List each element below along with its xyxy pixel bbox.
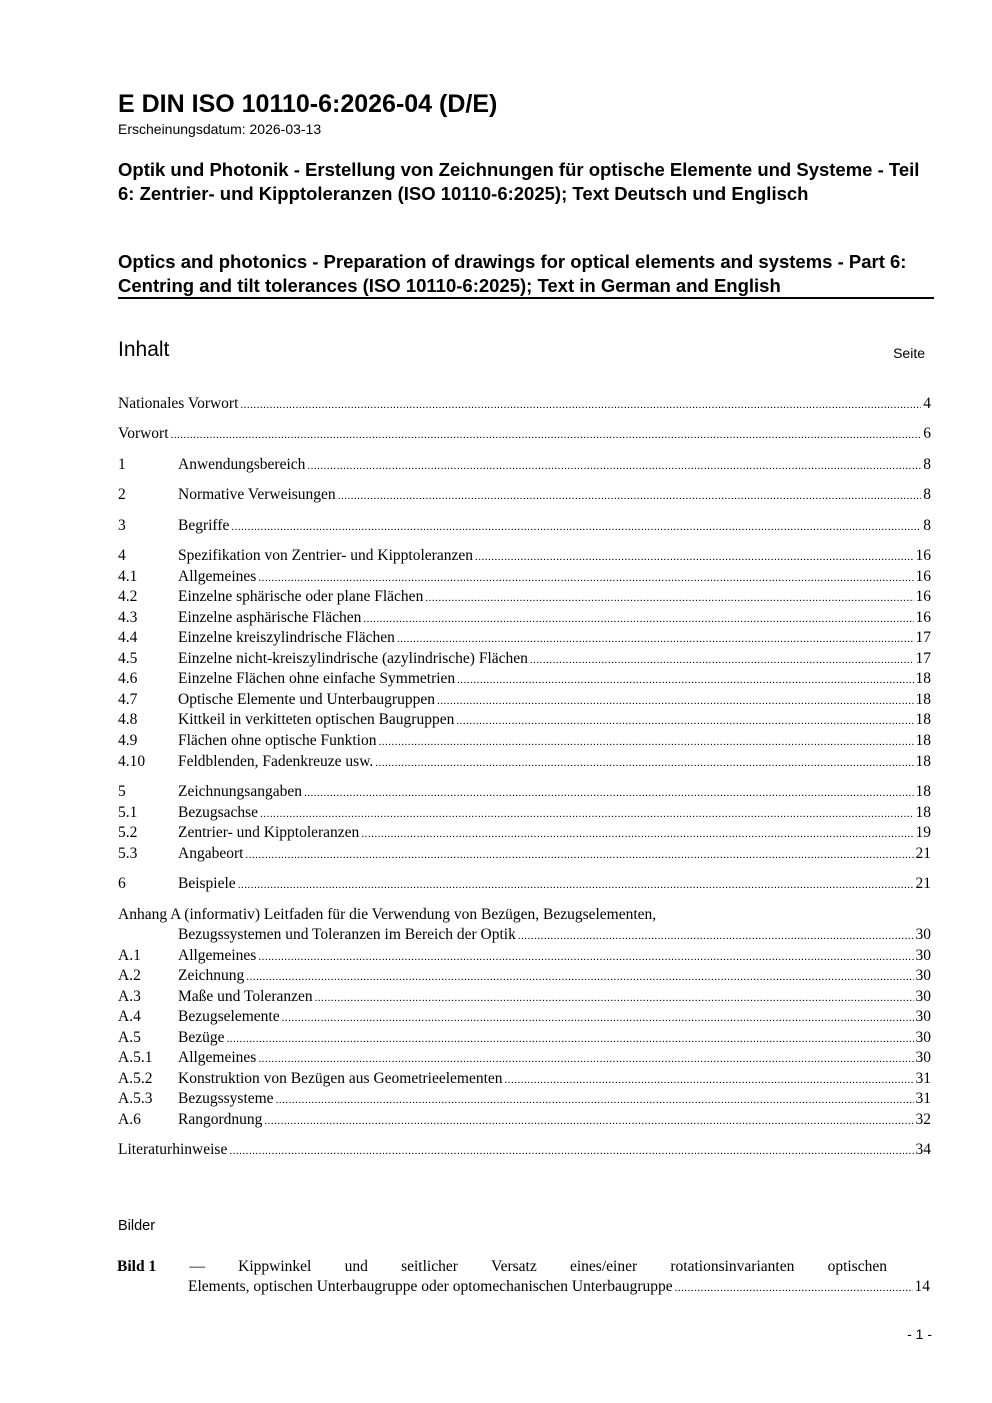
toc-entry[interactable] (118, 628, 931, 648)
toc-entry[interactable] (118, 710, 931, 730)
toc-leader-dots (258, 568, 913, 588)
toc-entry[interactable] (118, 946, 931, 966)
publication-date: Erscheinungsdatum: 2026-03-13 (118, 121, 322, 137)
toc-entry[interactable] (118, 567, 931, 587)
toc-entry-number: A.5.2 (118, 1070, 153, 1087)
figure-word: eines/einer (569, 1258, 638, 1275)
toc-entry-number: A.5.1 (118, 1049, 153, 1066)
toc-leader-dots (258, 947, 913, 967)
toc-entry-title: Bezüge (178, 1029, 225, 1046)
toc-entry-title: Konstruktion von Bezügen aus Geometrieelementen (178, 1070, 503, 1087)
toc-leader-dots (530, 650, 914, 670)
toc-entry-title: Einzelne nicht-kreiszylindrische (azylindrische) Flächen (178, 650, 528, 667)
toc-entry[interactable] (118, 1048, 931, 1068)
toc-entry-title: Zeichnungsangaben (178, 783, 302, 800)
toc-leader-dots (315, 988, 914, 1008)
toc-entry-number: 4.1 (118, 568, 138, 585)
toc-entry-page: 30 (915, 947, 931, 964)
toc-leader-dots (229, 1141, 913, 1161)
toc-entry[interactable] (118, 1028, 931, 1048)
toc-entry-number: 5 (118, 783, 126, 800)
toc-entry-title: Beispiele (178, 875, 236, 892)
toc-entry-number: 5.2 (118, 824, 138, 841)
toc-entry-number: A.1 (118, 947, 141, 964)
toc-annex-title-line1[interactable]: Anhang A (informativ) Leitfaden für die Verwendung von Bezügen, Bezugselementen, (118, 906, 657, 923)
figure-caption-continuation: Elements, optischen Unterbaugruppe oder optomechanischen Unterbaugruppe (188, 1278, 673, 1295)
toc-leader-dots (675, 1278, 913, 1298)
toc-entry-page: 30 (915, 1049, 931, 1066)
toc-entry-title: Literaturhinweise (118, 1141, 228, 1158)
toc-entry-page: 31 (915, 1090, 931, 1107)
toc-leader-dots (240, 395, 921, 415)
toc-entry-page: 16 (915, 588, 931, 605)
toc-leader-dots (307, 456, 921, 476)
toc-entry-number: A.6 (118, 1111, 141, 1128)
toc-entry-page: 16 (915, 547, 931, 564)
toc-leader-dots (425, 588, 913, 608)
toc-entry[interactable] (118, 966, 931, 986)
toc-entry-title: Kittkeil in verkitteten optischen Baugruppen (178, 711, 455, 728)
toc-leader-dots (378, 732, 913, 752)
toc-entry-title: Allgemeines (178, 1049, 257, 1066)
toc-entry-page: 17 (915, 650, 931, 667)
figure-word: Kippwinkel (238, 1258, 312, 1275)
toc-entry[interactable] (118, 690, 931, 710)
toc-entry[interactable] (118, 782, 931, 802)
toc-entry[interactable] (118, 455, 931, 475)
toc-leader-dots (361, 824, 913, 844)
figure-entry-line2[interactable] (188, 1277, 930, 1297)
toc-entry[interactable] (118, 731, 931, 751)
toc-leader-dots (246, 967, 913, 987)
toc-entry-number: 4.5 (118, 650, 138, 667)
toc-entry-title: Allgemeines (178, 947, 257, 964)
toc-entry[interactable] (118, 587, 931, 607)
toc-entry-title: Feldblenden, Fadenkreuze usw. (178, 753, 374, 770)
page-number: - 1 - (907, 1326, 932, 1342)
toc-entry-page: 17 (915, 629, 931, 646)
toc-leader-dots (304, 783, 914, 803)
toc-entry-number: A.3 (118, 988, 141, 1005)
toc-entry-page: 6 (923, 425, 931, 442)
toc-entry-title: Bezugselemente (178, 1008, 280, 1025)
toc-leader-dots (437, 691, 914, 711)
toc-entry-page: 34 (915, 1141, 931, 1158)
toc-entry-page: 18 (915, 783, 931, 800)
toc-entry-title: Rangordnung (178, 1111, 263, 1128)
toc-annex-title-line2: Bezugssystemen und Toleranzen im Bereich der Optik (178, 926, 516, 943)
toc-entry-title: Spezifikation von Zentrier- und Kipptoleranzen (178, 547, 473, 564)
toc-leader-dots (238, 875, 914, 895)
toc-entry-title: Einzelne sphärische oder plane Flächen (178, 588, 424, 605)
toc-entry-page: 21 (915, 875, 931, 892)
toc-entry-number: 4.9 (118, 732, 138, 749)
toc-entry[interactable] (118, 669, 931, 689)
toc-leader-dots (375, 753, 913, 773)
toc-entry-number: A.4 (118, 1008, 141, 1025)
figure-entry-line1[interactable] (117, 1257, 887, 1277)
toc-entry-page: 18 (915, 711, 931, 728)
toc-entry-page: 8 (923, 456, 931, 473)
toc-entry-title: Einzelne kreiszylindrische Flächen (178, 629, 395, 646)
toc-entry-number: 2 (118, 486, 126, 503)
toc-entry[interactable] (118, 752, 931, 772)
toc-entry-title: Nationales Vorwort (118, 395, 239, 412)
toc-heading: Inhalt (118, 338, 170, 361)
title-german: Optik und Photonik - Erstellung von Zeichnungen für optische Elemente und Systeme - Teil 6: Zentrier- und Kipptoleranzen (ISO 10110-6:2025); Text Deutsch und Englisch (118, 159, 920, 204)
title-english: Optics and photonics - Preparation of drawings for optical elements and systems - Part 6: Centring and tilt tolerances (ISO 10110-6:2025); Text in German and English (118, 251, 907, 296)
toc-entry-title: Normative Verweisungen (178, 486, 336, 503)
toc-leader-dots (338, 486, 922, 506)
toc-entry-title: Optische Elemente und Unterbaugruppen (178, 691, 435, 708)
toc-entry-number: 4.4 (118, 629, 138, 646)
toc-entry-page: 30 (915, 1029, 931, 1046)
toc-entry-title: Begriffe (178, 517, 230, 534)
toc-entry-page: 8 (923, 486, 931, 503)
toc-leader-dots (226, 1029, 913, 1049)
toc-entry-page: 18 (915, 691, 931, 708)
toc-entry-page: 32 (915, 1111, 931, 1128)
toc-entry[interactable] (118, 803, 931, 823)
toc-entry-number: 5.1 (118, 804, 138, 821)
toc-entry-number: A.5 (118, 1029, 141, 1046)
toc-entry[interactable] (118, 608, 931, 628)
toc-entry[interactable] (118, 1110, 931, 1130)
toc-entry-page: 18 (915, 804, 931, 821)
toc-leader-dots (171, 425, 922, 445)
toc-entry-number: 6 (118, 875, 126, 892)
figure-word: optischen (827, 1258, 887, 1275)
toc-entry[interactable] (118, 424, 931, 444)
toc-entry[interactable] (118, 394, 931, 414)
document-id: E DIN ISO 10110-6:2026-04 (D/E) (118, 90, 498, 118)
toc-entry-page: 31 (915, 1070, 931, 1087)
figure-page: 14 (914, 1278, 930, 1295)
figure-word: und (344, 1258, 368, 1275)
toc-entry[interactable] (118, 1007, 931, 1027)
toc-entry-page: 30 (915, 988, 931, 1005)
toc-entry-title: Zentrier- und Kipptoleranzen (178, 824, 360, 841)
toc-leader-dots (282, 1008, 914, 1028)
toc-entry-page: 8 (923, 517, 931, 534)
toc-entry-page: 21 (915, 845, 931, 862)
toc-entry-title: Zeichnung (178, 967, 245, 984)
toc-entry-number: 1 (118, 456, 126, 473)
toc-entry-number: 3 (118, 517, 126, 534)
toc-entry-title: Einzelne asphärische Flächen (178, 609, 362, 626)
toc-leader-dots (363, 609, 913, 629)
toc-entry-page: 18 (915, 732, 931, 749)
toc-entry-number: 4.10 (118, 753, 146, 770)
toc-entry[interactable] (118, 1089, 931, 1109)
toc-entry-page: 16 (915, 568, 931, 585)
toc-entry-number: 4.7 (118, 691, 138, 708)
toc-leader-dots (258, 1049, 913, 1069)
toc-entry-number: 4.2 (118, 588, 138, 605)
toc-entry[interactable] (118, 485, 931, 505)
figure-dash: — (189, 1258, 205, 1275)
toc-leader-dots (518, 926, 914, 946)
toc-entry-number: 5.3 (118, 845, 138, 862)
toc-entry[interactable] (118, 546, 931, 566)
toc-entry-title: Allgemeines (178, 568, 257, 585)
toc-entry[interactable] (118, 649, 931, 669)
toc-entry-number: 4.8 (118, 711, 138, 728)
figure-word: rotationsinvarianten (670, 1258, 795, 1275)
toc-entry-page: 4 (923, 395, 931, 412)
title-underline (118, 297, 934, 299)
figure-word: seitlicher (401, 1258, 458, 1275)
toc-leader-dots (260, 804, 913, 824)
toc-page-column-label: Seite (893, 345, 925, 361)
toc-entry-page: 19 (915, 824, 931, 841)
toc-entry[interactable] (118, 1140, 931, 1160)
toc-entry-title: Maße und Toleranzen (178, 988, 313, 1005)
toc-entry-page: 30 (915, 926, 931, 943)
toc-entry-title: Anwendungsbereich (178, 456, 306, 473)
toc-entry-page: 18 (915, 753, 931, 770)
toc-entry[interactable] (118, 844, 931, 864)
toc-entry-page: 18 (915, 670, 931, 687)
toc-leader-dots (276, 1090, 914, 1110)
toc-annex-entry[interactable] (118, 925, 931, 945)
toc-entry[interactable] (118, 874, 931, 894)
figure-word: Versatz (491, 1258, 537, 1275)
toc-entry[interactable] (118, 823, 931, 843)
toc-leader-dots (457, 670, 913, 690)
toc-entry-number: 4.6 (118, 670, 138, 687)
toc-entry-title: Einzelne Flächen ohne einfache Symmetrien (178, 670, 456, 687)
toc-leader-dots (505, 1070, 914, 1090)
toc-entry-title: Vorwort (118, 425, 169, 442)
toc-entry[interactable] (118, 516, 931, 536)
toc-leader-dots (231, 517, 921, 537)
toc-leader-dots (456, 711, 913, 731)
toc-entry-title: Angabeort (178, 845, 244, 862)
toc-entry-number: A.2 (118, 967, 141, 984)
toc-entry[interactable] (118, 987, 931, 1007)
toc-entry-page: 30 (915, 967, 931, 984)
toc-entry-number: A.5.3 (118, 1090, 153, 1107)
toc-leader-dots (475, 547, 914, 567)
toc-leader-dots (264, 1111, 913, 1131)
toc-leader-dots (245, 845, 913, 865)
toc-entry-page: 16 (915, 609, 931, 626)
toc-entry[interactable] (118, 1069, 931, 1089)
toc-entry-title: Bezugssysteme (178, 1090, 274, 1107)
toc-leader-dots (397, 629, 914, 649)
figures-heading: Bilder (118, 1218, 156, 1234)
toc-entry-title: Bezugsachse (178, 804, 259, 821)
figure-label: Bild 1 (117, 1258, 157, 1275)
toc-entry-number: 4 (118, 547, 126, 564)
toc-entry-title: Flächen ohne optische Funktion (178, 732, 377, 749)
toc-entry-number: 4.3 (118, 609, 138, 626)
toc-entry-page: 30 (915, 1008, 931, 1025)
